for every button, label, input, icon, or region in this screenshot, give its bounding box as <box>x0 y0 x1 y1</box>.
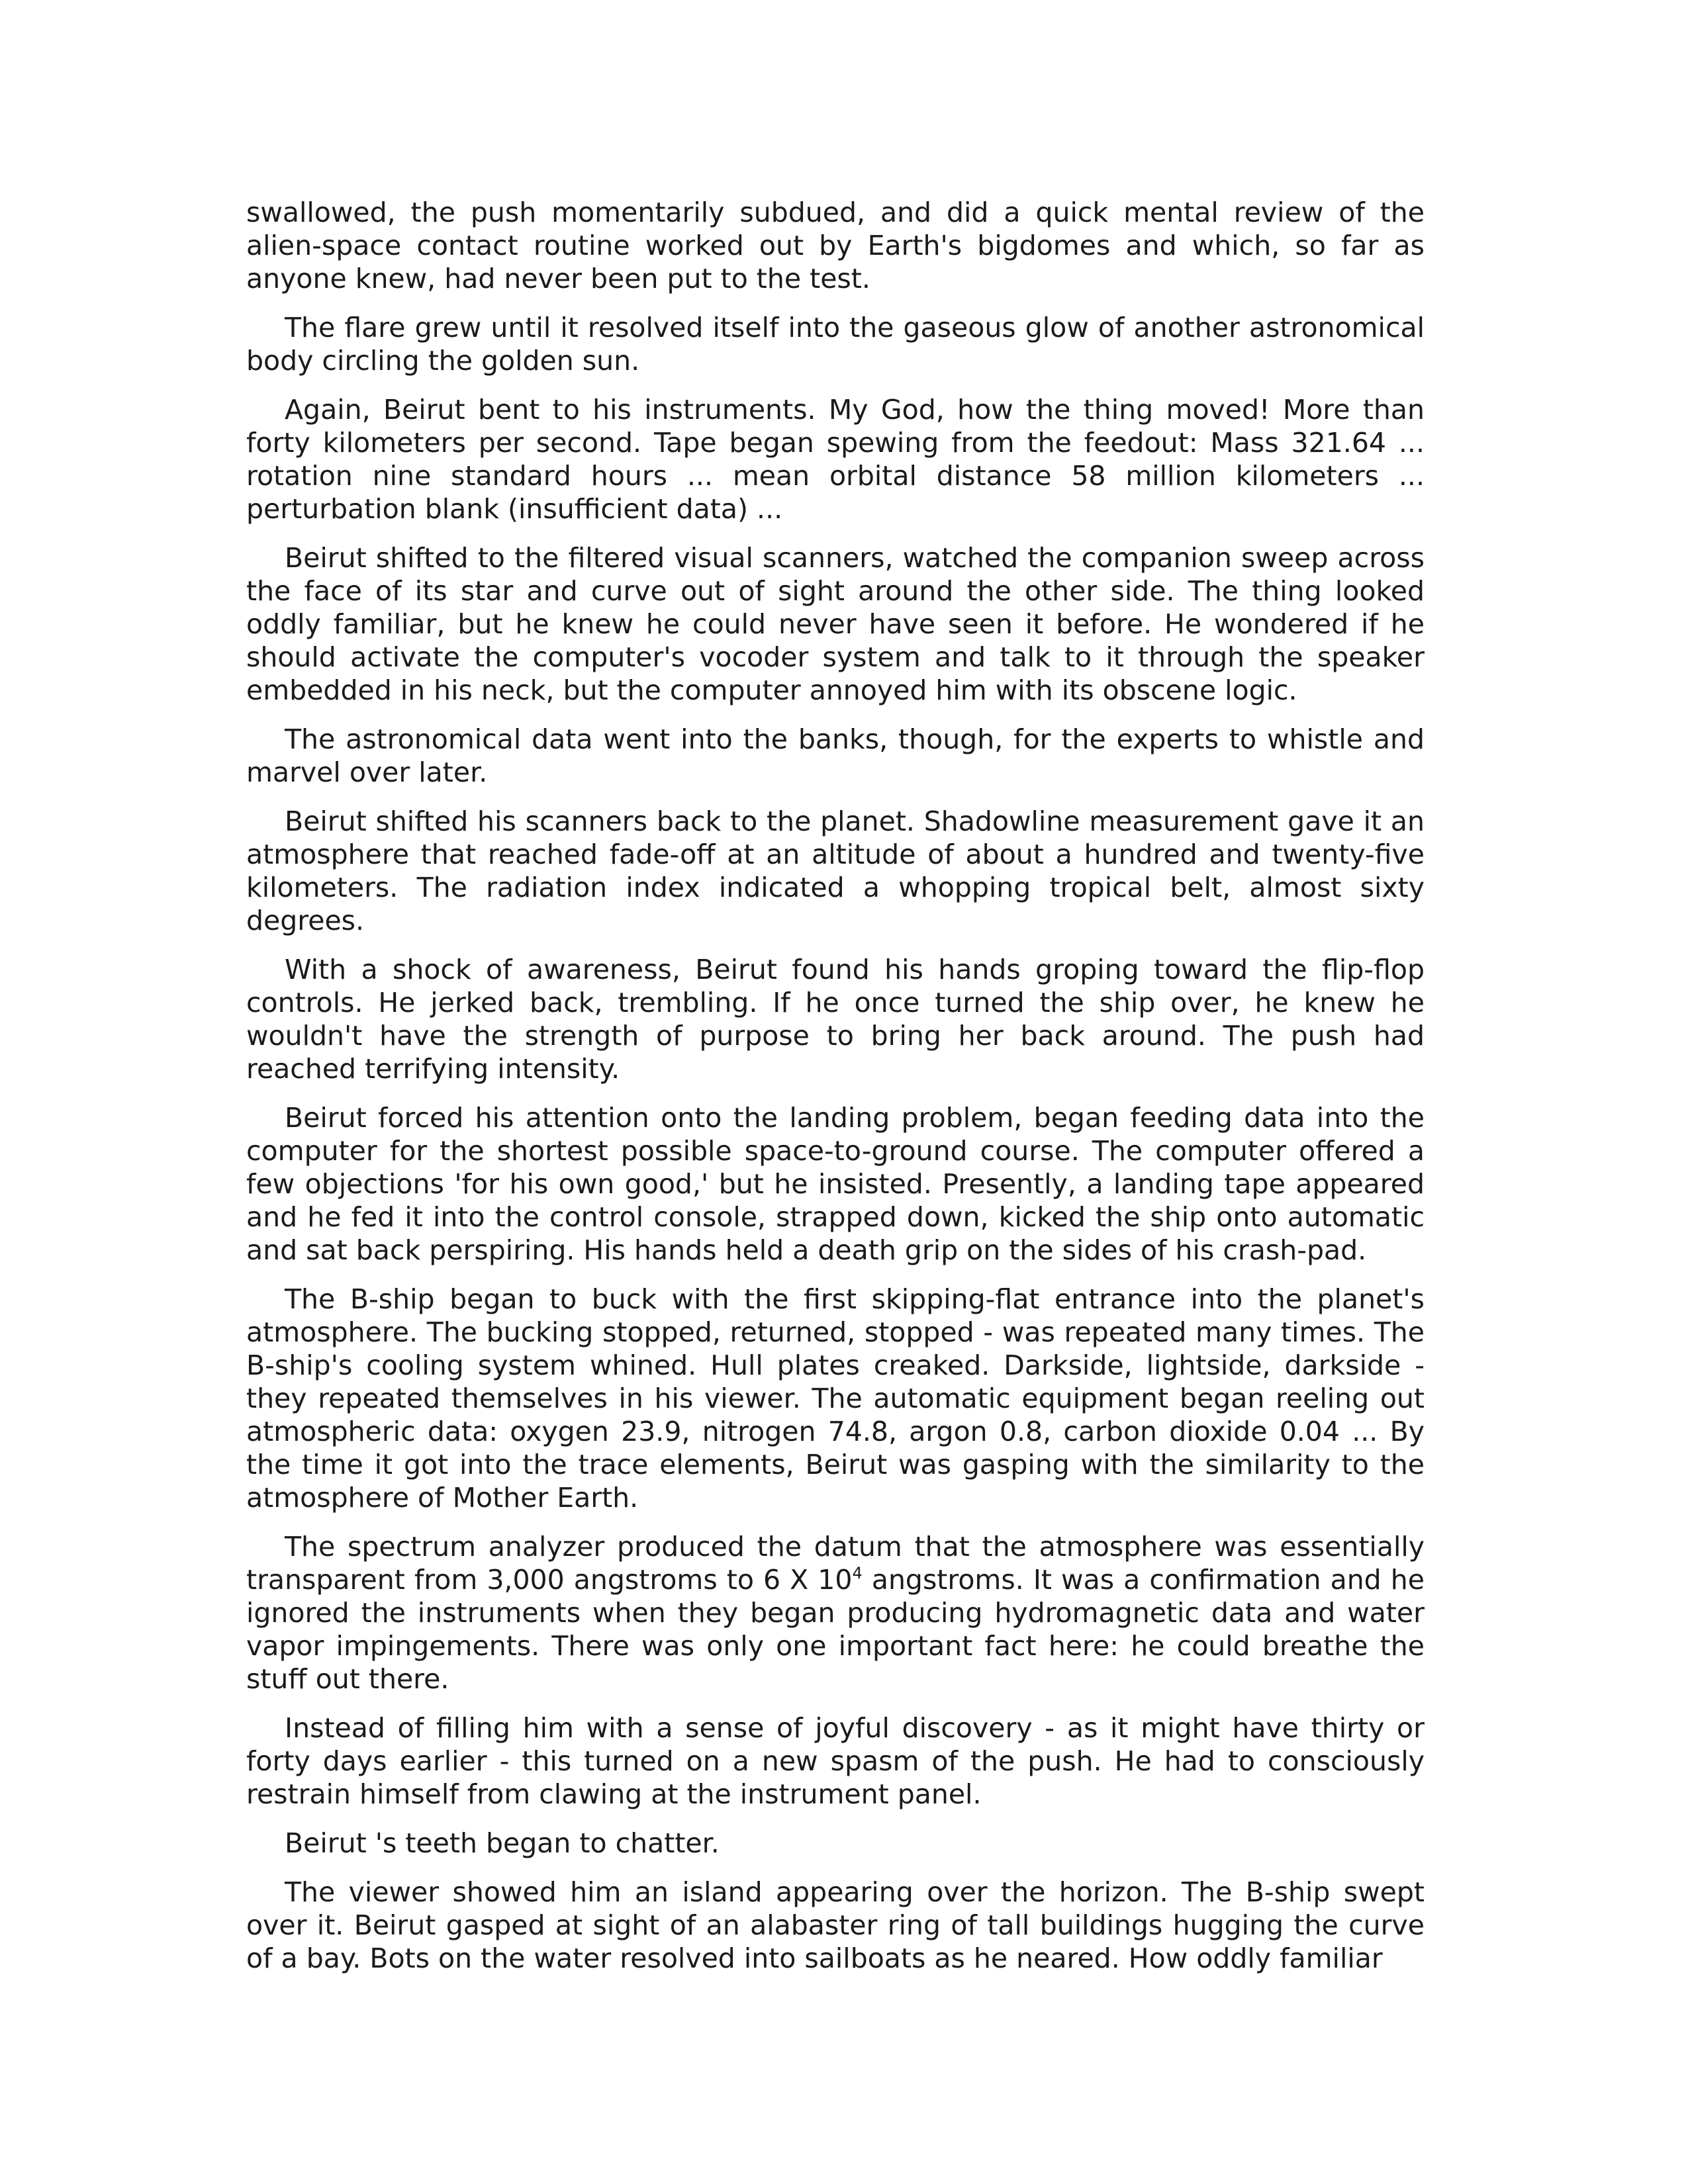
paragraph-island: The viewer showed him an island appearing over the horizon. The B-ship swept over it. Beirut gasped at sight of an alabaster ring of tall buildings hugging the curve of a bay. Bots on the water resolved into sailboats as he neared. How oddly familiar <box>246 1876 1425 1974</box>
paragraph-shadowline: Beirut shifted his scanners back to the planet. Shadowline measurement gave it an atmosphere that reached fade-off at an altitude of about a hundred and twenty-five kilometers. The radiation index indicated a whopping tropical belt, almost sixty degrees. <box>246 805 1425 936</box>
paragraph-teeth: Beirut 's teeth began to chatter. <box>285 1827 720 1859</box>
exponent-superscript: 4 <box>852 1564 863 1582</box>
paragraph-atmosphere-entry: The B-ship began to buck with the first skipping-flat entrance into the planet's atmosphere. The bucking stopped, returned, stopped - was repeated many times. The B-ship's cooling system whined. Hull plates creaked. Darkside, lightside, darkside - they repeated themselves in his viewer. The automatic equipment began reeling out atmospheric data: oxygen 23.9, nitrogen 74.8, argon 0.8, carbon dioxide 0.04 ... By the time it got into the trace elements, Beirut was gasping with the similarity to the atmosphere of Mother Earth. <box>246 1283 1425 1514</box>
paragraph-landing-problem: Beirut forced his attention onto the landing problem, began feeding data into the computer for the shortest possible space-to-ground course. The computer offered a few objections 'for his own good,' but he insisted. Presently, a landing tape appeared and he fed it into the control console, strapped down, kicked the ship onto automatic and sat back perspiring. His hands held a death grip on the sides of his crash-pad. <box>246 1102 1425 1266</box>
spectrum-text-start: The spectrum analyzer produced the datum that the atmosphere was essentially transparent from 3,000 angstroms to 6 X 10 <box>246 1531 1425 1596</box>
paragraph-instruments: Again, Beirut bent to his instruments. My God, how the thing moved! More than forty kilometers per second. Tape began spewing from the feedout: Mass 321.64 ... rotation nine standard hours ... mean orbital distance 58 million kilometers ... perturbation blank (insufficient data) ... <box>246 394 1425 525</box>
paragraph-astronomical-data: The astronomical data went into the banks, though, for the experts to whistle and marvel over later. <box>246 723 1425 788</box>
paragraph-continuation: swallowed, the push momentarily subdued, and did a quick mental review of the alien-space contact routine worked out by Earth's bigdomes and which, so far as anyone knew, had never been put to the test. <box>246 197 1425 295</box>
paragraph-flare: The flare grew until it resolved itself into the gaseous glow of another astronomical body circling the golden sun. <box>246 312 1425 377</box>
paragraph-spectrum <box>246 1530 1425 1696</box>
spectrum-text-end: angstroms. It was a confirmation and he ignored the instruments when they began producing hydromagnetic data and water vapor impingements. There was only one important fact here: he could breathe the stuff out there. <box>246 1564 1425 1695</box>
paragraph-spasm: Instead of filling him with a sense of joyful discovery - as it might have thirty or forty days earlier - this turned on a new spasm of the push. He had to consciously restrain himself from clawing at the instrument panel. <box>246 1712 1425 1810</box>
paragraph-flip-flop: With a shock of awareness, Beirut found his hands groping toward the flip-flop controls. He jerked back, trembling. If he once turned the ship over, he knew he wouldn't have the strength of purpose to bring her back around. The push had reached terrifying intensity. <box>246 954 1425 1085</box>
document-page <box>246 196 1425 2023</box>
paragraph-visual-scanners: Beirut shifted to the filtered visual scanners, watched the companion sweep across the face of its star and curve out of sight around the other side. The thing looked oddly familiar, but he knew he could never have seen it before. He wondered if he should activate the computer's vocoder system and talk to it through the speaker embedded in his neck, but the computer annoyed him with its obscene logic. <box>246 542 1425 706</box>
